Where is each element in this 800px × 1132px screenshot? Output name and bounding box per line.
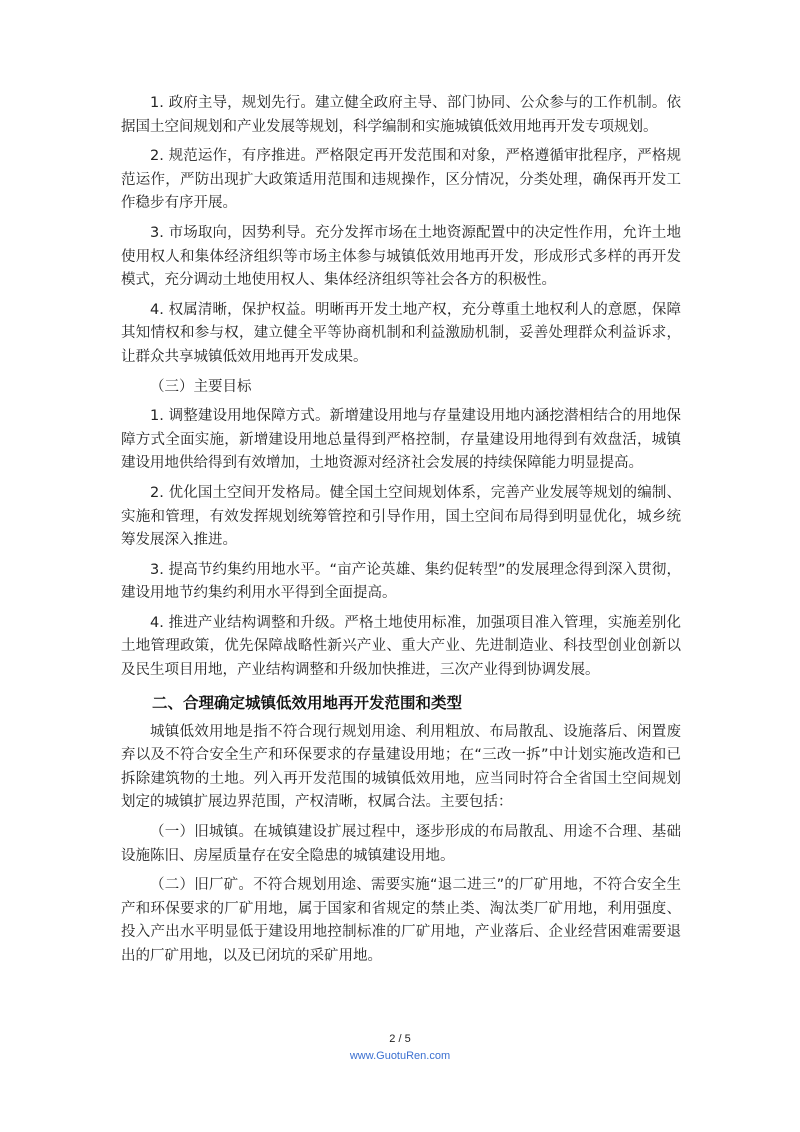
page-number: 2 / 5	[389, 1033, 411, 1045]
paragraph-old-factories: （二）旧厂矿。不符合规划用途、需要实施“退二进三”的厂矿用地，不符合安全生产和环保要求的厂矿用地，属于国家和省规定的禁止类、淘汰类厂矿用地，利用强度、投入产出水平明显低于建设用地控制标准的厂矿用地，产业落后、企业经营困难需要退出的厂矿用地，以及已闭坑的采矿用地。	[121, 877, 681, 964]
paragraph-definition: 城镇低效用地是指不符合现行规划用途、利用粗放、布局散乱、设施落后、闲置废弃以及不符合安全生产和环保要求的存量建设用地；在“三改一拆”中计划实施改造和已拆除建筑物的土地。列入再开发范围的城镇低效用地，应当同时符合全省国土空间规划划定的城镇扩展边界范围，产权清晰，权属合法。主要包括：	[121, 723, 681, 811]
paragraph-principle-3: 3. 市场取向，因势利导。充分发挥市场在土地资源配置中的决定性作用，允许土地使用权人和集体经济组织等市场主体参与城镇低效用地再开发，形成形式多样的再开发模式，充分调动土地使用权人、集体经济组织等社会各方的积极性。	[121, 224, 681, 289]
subsection-title-main-goals: （三）主要目标	[150, 378, 252, 395]
paragraph-goal-1: 1. 调整建设用地保障方式。新增建设用地与存量建设用地内涵挖潜相结合的用地保障方式全面实施，新增建设用地总量得到严格控制，存量建设用地得到有效盘活，城镇建设用地供给得到有效增加，土地资源对经济社会发展的持续保障能力明显提高。	[121, 408, 681, 472]
paragraph-principle-2: 2. 规范运作，有序推进。严格限定再开发范围和对象，严格遵循审批程序，严格规范运作，严防出现扩大政策适用范围和违规操作，区分情况，分类处理，确保再开发工作稳步有序开展。	[121, 148, 681, 212]
paragraph-old-towns: （一）旧城镇。在城镇建设扩展过程中，逐步形成的布局散乱、用途不合理、基础设施陈旧、房屋质量存在安全隐患的城镇建设用地。	[121, 824, 681, 864]
paragraph-goal-4: 4. 推进产业结构调整和升级。严格土地使用标准，加强项目准入管理，实施差别化土地管理政策，优先保障战略性新兴产业、重大产业、先进制造业、科技型创业创新以及民生项目用地，产业结构调整和升级加快推进，三次产业得到协调发展。	[121, 614, 681, 679]
paragraph-principle-1: 1. 政府主导，规划先行。建立健全政府主导、部门协同、公众参与的工作机制。依据国土空间规划和产业发展等规划，科学编制和实施城镇低效用地再开发专项规划。	[121, 95, 681, 135]
document-body	[121, 92, 681, 975]
section-heading: 二、合理确定城镇低效用地再开发范围和类型	[152, 693, 463, 712]
paragraph-goal-3: 3. 提高节约集约用地水平。“亩产论英雄、集约促转型”的发展理念得到深入贯彻，建设用地节约集约利用水平得到全面提高。	[121, 561, 681, 602]
site-link[interactable]: www.GuotuRen.com	[349, 1050, 451, 1062]
paragraph-goal-2: 2. 优化国土空间开发格局。健全国土空间规划体系，完善产业发展等规划的编制、实施和管理，有效发挥规划统筹管控和引导作用，国土空间布局得到明显优化，城乡统筹发展深入推进。	[121, 484, 681, 549]
paragraph-principle-4: 4. 权属清晰，保护权益。明晰再开发土地产权，充分尊重土地权利人的意愿，保障其知情权和参与权，建立健全平等协商机制和利益激励机制，妥善处理群众利益诉求，让群众共享城镇低效用地再开发成果。	[121, 301, 681, 365]
